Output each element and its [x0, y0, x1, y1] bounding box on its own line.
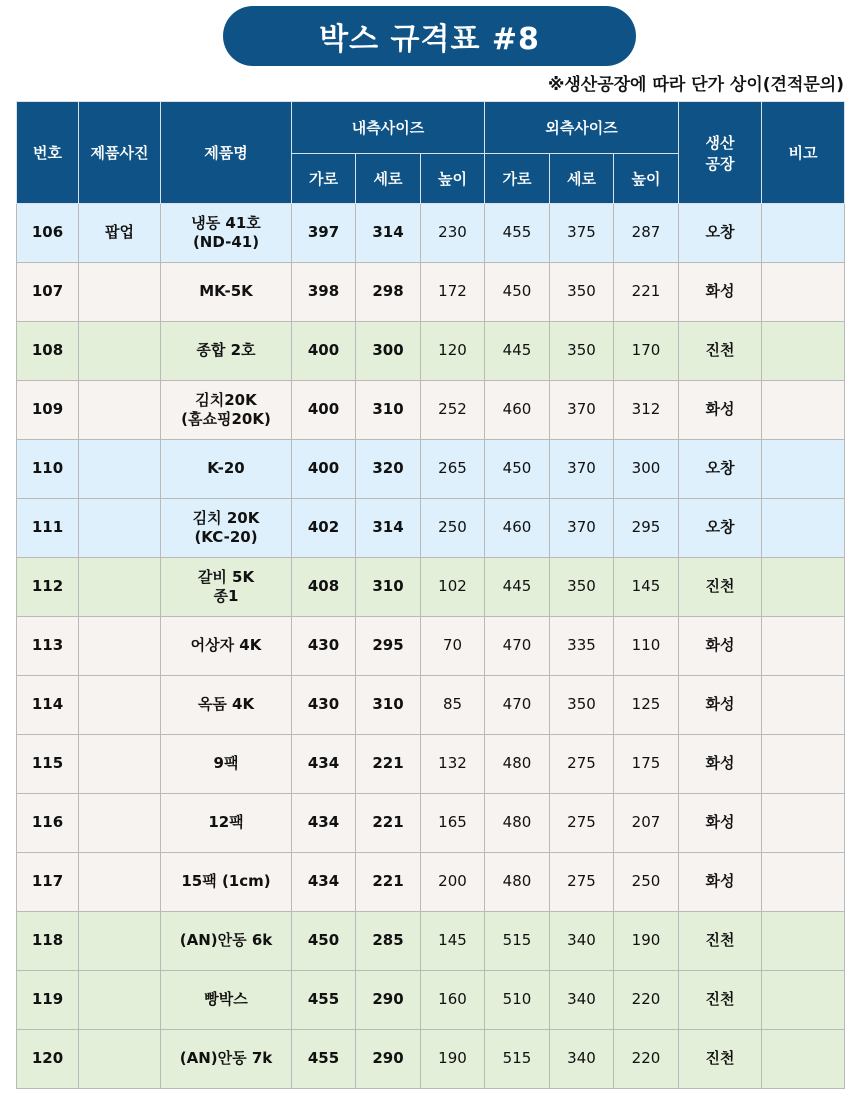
cell-inner-length: 298 [356, 263, 421, 322]
product-name-line1: 갈비 5K [197, 567, 255, 586]
cell-outer-length: 350 [550, 676, 614, 735]
cell-outer-height: 221 [614, 263, 679, 322]
cell-outer-height: 170 [614, 322, 679, 381]
cell-inner-width: 400 [292, 381, 356, 440]
cell-inner-width: 398 [292, 263, 356, 322]
cell-outer-length: 340 [550, 971, 614, 1030]
cell-remarks [762, 381, 845, 440]
cell-photo [79, 676, 161, 735]
cell-outer-width: 470 [485, 676, 550, 735]
product-name-line1: 김치20K [195, 390, 257, 409]
cell-inner-width: 434 [292, 794, 356, 853]
product-name-line1: 어상자 4K [190, 636, 262, 655]
cell-outer-height: 250 [614, 853, 679, 912]
cell-remarks [762, 204, 845, 263]
cell-outer-length: 375 [550, 204, 614, 263]
cell-outer-length: 275 [550, 735, 614, 794]
cell-inner-height: 165 [421, 794, 485, 853]
cell-remarks [762, 322, 845, 381]
cell-outer-height: 145 [614, 558, 679, 617]
product-name-line1: 김치 20K [192, 508, 260, 527]
cell-no: 117 [17, 853, 79, 912]
cell-outer-length: 340 [550, 1030, 614, 1089]
header-name: 제품명 [161, 102, 292, 204]
cell-product-name [161, 676, 292, 735]
cell-inner-height: 145 [421, 912, 485, 971]
cell-product-name [161, 204, 292, 263]
header-factory [679, 102, 762, 204]
cell-photo [79, 381, 161, 440]
cell-outer-height: 295 [614, 499, 679, 558]
cell-inner-height: 252 [421, 381, 485, 440]
cell-outer-width: 450 [485, 263, 550, 322]
cell-outer-width: 510 [485, 971, 550, 1030]
header-inner-size: 내측사이즈 [292, 102, 485, 154]
cell-outer-length: 370 [550, 440, 614, 499]
cell-inner-height: 120 [421, 322, 485, 381]
cell-factory: 화성 [679, 676, 762, 735]
table-body [17, 204, 845, 1089]
cell-factory: 진천 [679, 912, 762, 971]
cell-product-name [161, 440, 292, 499]
cell-inner-width: 434 [292, 853, 356, 912]
cell-inner-height: 190 [421, 1030, 485, 1089]
cell-inner-height: 85 [421, 676, 485, 735]
cell-inner-length: 290 [356, 971, 421, 1030]
table-row [17, 1030, 845, 1089]
product-name-line1: 빵박스 [204, 990, 248, 1009]
cell-factory: 화성 [679, 381, 762, 440]
cell-inner-length: 295 [356, 617, 421, 676]
cell-product-name [161, 912, 292, 971]
product-name-line1: 옥돔 4K [197, 695, 255, 714]
cell-factory: 진천 [679, 558, 762, 617]
cell-factory: 화성 [679, 617, 762, 676]
header-outer-length: 세로 [550, 154, 614, 204]
product-name-line1: MK-5K [199, 282, 253, 301]
box-spec-table [16, 101, 845, 1089]
cell-outer-width: 470 [485, 617, 550, 676]
cell-inner-height: 200 [421, 853, 485, 912]
cell-photo [79, 558, 161, 617]
cell-outer-height: 312 [614, 381, 679, 440]
cell-photo [79, 322, 161, 381]
cell-product-name [161, 735, 292, 794]
table-row [17, 971, 845, 1030]
header-inner-length: 세로 [356, 154, 421, 204]
cell-product-name [161, 971, 292, 1030]
product-name-line2: 종1 [213, 587, 239, 605]
cell-inner-length: 290 [356, 1030, 421, 1089]
cell-photo [79, 499, 161, 558]
cell-inner-width: 400 [292, 440, 356, 499]
header-inner-height: 높이 [421, 154, 485, 204]
cell-no: 106 [17, 204, 79, 263]
header-outer-size: 외측사이즈 [485, 102, 679, 154]
table-row [17, 676, 845, 735]
cell-inner-length: 310 [356, 676, 421, 735]
cell-photo [79, 617, 161, 676]
cell-remarks [762, 853, 845, 912]
cell-inner-height: 230 [421, 204, 485, 263]
cell-factory: 화성 [679, 735, 762, 794]
product-name-line1: 15팩 (1cm) [181, 872, 271, 891]
cell-outer-length: 370 [550, 381, 614, 440]
cell-no: 109 [17, 381, 79, 440]
header-factory-line2: 공장 [705, 154, 735, 173]
cell-remarks [762, 735, 845, 794]
cell-product-name [161, 381, 292, 440]
cell-inner-height: 70 [421, 617, 485, 676]
product-name-line2: (ND-41) [192, 233, 260, 251]
cell-inner-length: 300 [356, 322, 421, 381]
cell-inner-height: 132 [421, 735, 485, 794]
cell-inner-length: 320 [356, 440, 421, 499]
table-row [17, 440, 845, 499]
cell-outer-width: 515 [485, 1030, 550, 1089]
cell-photo [79, 971, 161, 1030]
cell-photo [79, 794, 161, 853]
cell-remarks [762, 676, 845, 735]
cell-outer-width: 515 [485, 912, 550, 971]
cell-remarks [762, 912, 845, 971]
cell-no: 115 [17, 735, 79, 794]
cell-remarks [762, 558, 845, 617]
cell-outer-length: 335 [550, 617, 614, 676]
cell-no: 118 [17, 912, 79, 971]
cell-remarks [762, 440, 845, 499]
table-header [17, 102, 845, 204]
table-row [17, 499, 845, 558]
cell-remarks [762, 617, 845, 676]
product-name-line1: K-20 [207, 459, 245, 478]
cell-factory: 화성 [679, 794, 762, 853]
header-factory-line1: 생산 [705, 133, 735, 152]
cell-factory: 화성 [679, 263, 762, 322]
cell-inner-width: 450 [292, 912, 356, 971]
cell-outer-height: 207 [614, 794, 679, 853]
cell-outer-height: 220 [614, 971, 679, 1030]
header-no: 번호 [17, 102, 79, 204]
cell-inner-height: 250 [421, 499, 485, 558]
table-row [17, 912, 845, 971]
table-row [17, 735, 845, 794]
table-row [17, 263, 845, 322]
cell-inner-length: 221 [356, 735, 421, 794]
cell-factory: 화성 [679, 853, 762, 912]
cell-outer-height: 220 [614, 1030, 679, 1089]
cell-factory: 오창 [679, 204, 762, 263]
cell-remarks [762, 1030, 845, 1089]
cell-inner-height: 265 [421, 440, 485, 499]
header-outer-width: 가로 [485, 154, 550, 204]
cell-factory: 진천 [679, 971, 762, 1030]
cell-no: 110 [17, 440, 79, 499]
product-name-line2: (홈쇼핑20K) [181, 410, 271, 428]
cell-factory: 진천 [679, 322, 762, 381]
cell-factory: 오창 [679, 440, 762, 499]
header-outer-height: 높이 [614, 154, 679, 204]
cell-outer-width: 450 [485, 440, 550, 499]
cell-outer-width: 480 [485, 794, 550, 853]
cell-outer-height: 287 [614, 204, 679, 263]
cell-outer-height: 300 [614, 440, 679, 499]
cell-factory: 진천 [679, 1030, 762, 1089]
cell-outer-height: 110 [614, 617, 679, 676]
cell-product-name [161, 794, 292, 853]
cell-no: 120 [17, 1030, 79, 1089]
product-name-line1: 냉동 41호 [191, 213, 261, 232]
cell-inner-width: 402 [292, 499, 356, 558]
cell-outer-height: 190 [614, 912, 679, 971]
cell-no: 114 [17, 676, 79, 735]
cell-inner-width: 434 [292, 735, 356, 794]
product-name-line1: 종합 2호 [196, 341, 256, 360]
cell-photo [79, 912, 161, 971]
cell-no: 112 [17, 558, 79, 617]
cell-inner-width: 455 [292, 971, 356, 1030]
product-name-line1: 9팩 [213, 754, 239, 773]
product-name-line2: (KC-20) [194, 528, 258, 546]
cell-inner-length: 314 [356, 204, 421, 263]
price-note: ※생산공장에 따라 단가 상이(견적문의) [547, 75, 844, 95]
cell-outer-length: 340 [550, 912, 614, 971]
cell-factory: 오창 [679, 499, 762, 558]
cell-outer-width: 445 [485, 558, 550, 617]
page-title: 박스 규격표 #8 [223, 6, 636, 66]
cell-inner-width: 397 [292, 204, 356, 263]
cell-outer-length: 275 [550, 794, 614, 853]
cell-outer-length: 350 [550, 322, 614, 381]
cell-product-name [161, 263, 292, 322]
product-name-line1: (AN)안동 6k [179, 931, 273, 950]
cell-photo [79, 735, 161, 794]
cell-outer-width: 460 [485, 499, 550, 558]
cell-inner-width: 430 [292, 617, 356, 676]
cell-photo: 팝업 [79, 204, 161, 263]
cell-no: 107 [17, 263, 79, 322]
cell-inner-width: 455 [292, 1030, 356, 1089]
cell-no: 119 [17, 971, 79, 1030]
cell-product-name [161, 322, 292, 381]
cell-remarks [762, 499, 845, 558]
cell-inner-height: 102 [421, 558, 485, 617]
product-name-line1: (AN)안동 7k [179, 1049, 273, 1068]
cell-product-name [161, 499, 292, 558]
cell-photo [79, 263, 161, 322]
cell-outer-length: 350 [550, 558, 614, 617]
cell-inner-length: 314 [356, 499, 421, 558]
cell-inner-length: 221 [356, 794, 421, 853]
cell-outer-width: 480 [485, 853, 550, 912]
cell-inner-height: 172 [421, 263, 485, 322]
cell-remarks [762, 794, 845, 853]
cell-inner-length: 310 [356, 381, 421, 440]
cell-photo [79, 440, 161, 499]
cell-inner-width: 408 [292, 558, 356, 617]
cell-photo [79, 853, 161, 912]
table-row [17, 617, 845, 676]
cell-no: 111 [17, 499, 79, 558]
cell-no: 116 [17, 794, 79, 853]
cell-no: 108 [17, 322, 79, 381]
cell-outer-width: 480 [485, 735, 550, 794]
cell-remarks [762, 971, 845, 1030]
cell-inner-height: 160 [421, 971, 485, 1030]
cell-remarks [762, 263, 845, 322]
cell-outer-height: 175 [614, 735, 679, 794]
table-row [17, 853, 845, 912]
cell-outer-width: 445 [485, 322, 550, 381]
table-row [17, 204, 845, 263]
cell-outer-height: 125 [614, 676, 679, 735]
table-row [17, 322, 845, 381]
cell-inner-length: 285 [356, 912, 421, 971]
product-name-line1: 12팩 [208, 813, 244, 832]
header-photo: 제품사진 [79, 102, 161, 204]
cell-outer-width: 455 [485, 204, 550, 263]
cell-outer-length: 275 [550, 853, 614, 912]
cell-photo [79, 1030, 161, 1089]
cell-inner-width: 430 [292, 676, 356, 735]
table-row [17, 558, 845, 617]
cell-product-name [161, 558, 292, 617]
cell-inner-width: 400 [292, 322, 356, 381]
cell-outer-width: 460 [485, 381, 550, 440]
cell-outer-length: 370 [550, 499, 614, 558]
cell-product-name [161, 617, 292, 676]
cell-inner-length: 310 [356, 558, 421, 617]
cell-product-name [161, 1030, 292, 1089]
header-remarks: 비고 [762, 102, 845, 204]
table-row [17, 381, 845, 440]
table-row [17, 794, 845, 853]
cell-outer-length: 350 [550, 263, 614, 322]
cell-inner-length: 221 [356, 853, 421, 912]
cell-product-name [161, 853, 292, 912]
header-inner-width: 가로 [292, 154, 356, 204]
cell-no: 113 [17, 617, 79, 676]
